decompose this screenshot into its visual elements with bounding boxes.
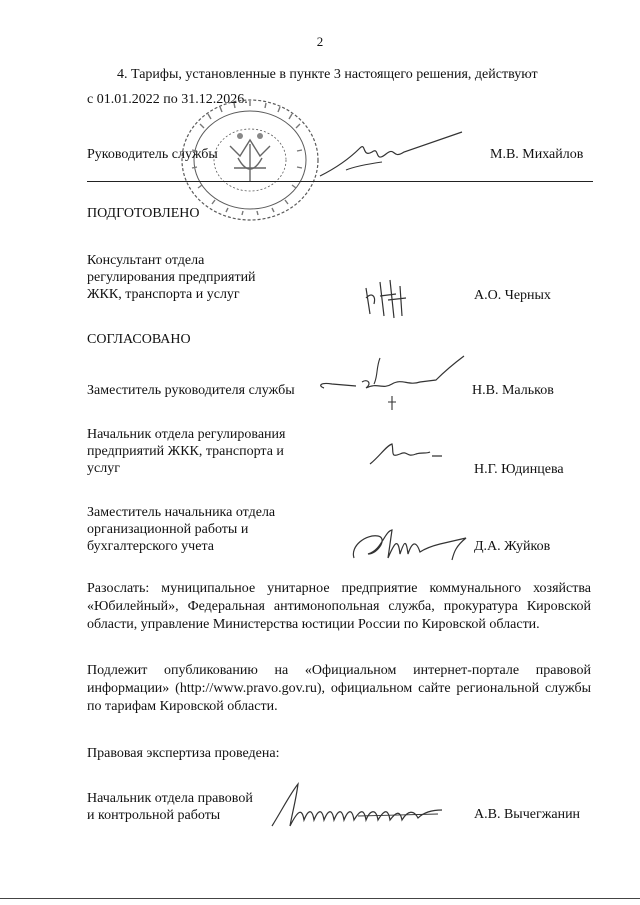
paragraph-4-line-2: с 01.01.2022 по 31.12.2026. [87,92,248,107]
signer-2-position [87,426,285,477]
separator-line [87,181,593,182]
prepared-position [87,252,256,303]
signer-3-position-line: организационной работы и [87,522,249,537]
legal-review-position-line: Начальник отдела правовой [87,791,253,806]
signer-1-position: Заместитель руководителя службы [87,383,295,398]
paragraph-4-line-1: 4. Тарифы, установленные в пункте 3 настоящего решения, действуют [117,67,538,82]
prepared-name: А.О. Черных [474,288,551,303]
distribution-paragraph: Разослать: муниципальное унитарное предприятие коммунального хозяйства «Юбилейный», Федеральная антимонопольная служба, прокуратура Кировской области, управление Министерства юстиции России по Кировской области. [87,581,591,632]
legal-review-position-line: и контрольной работы [87,808,221,823]
signer-2-position-line: услуг [87,461,120,476]
legal-review-position [87,790,253,824]
signer-3-name: Д.А. Жуйков [474,539,551,554]
legal-review-signature-image [268,780,446,832]
head-position: Руководитель службы [87,147,218,162]
prepared-position-line: ЖКК, транспорта и услуг [87,287,240,302]
signer-3-position-line: бухгалтерского учета [87,539,214,554]
signer-2-position-line: Начальник отдела регулирования [87,427,286,442]
signer-1-name: Н.В. Мальков [472,383,554,398]
signer-2-signature-image [366,438,446,468]
prepared-position-line: регулирования предприятий [87,270,256,285]
signer-3-position [87,504,275,555]
legal-review-statement: Правовая экспертиза проведена: [87,746,280,761]
head-signature-image [316,124,466,182]
publication-paragraph: Подлежит опубликованию на «Официальном интернет-портале правовой информации» (http://www.pravo.gov.ru), официальном сайте региональной службы по тарифам Кировской области. [87,663,591,714]
agreed-heading: СОГЛАСОВАНО [87,332,191,347]
signer-1-signature-image [316,352,476,414]
prepared-heading: ПОДГОТОВЛЕНО [87,206,200,221]
head-name: М.В. Михайлов [490,147,584,162]
legal-review-name: А.В. Вычегжанин [474,807,581,822]
signer-2-position-line: предприятий ЖКК, транспорта и [87,444,284,459]
page-bottom-line [0,898,640,899]
signer-2-name: Н.Г. Юдинцева [474,462,564,477]
signer-3-position-line: Заместитель начальника отдела [87,505,276,520]
signer-3-signature-image [348,524,476,564]
prepared-signature-image [362,276,412,320]
prepared-position-line: Консультант отдела [87,253,205,268]
page-number: 2 [316,34,324,49]
